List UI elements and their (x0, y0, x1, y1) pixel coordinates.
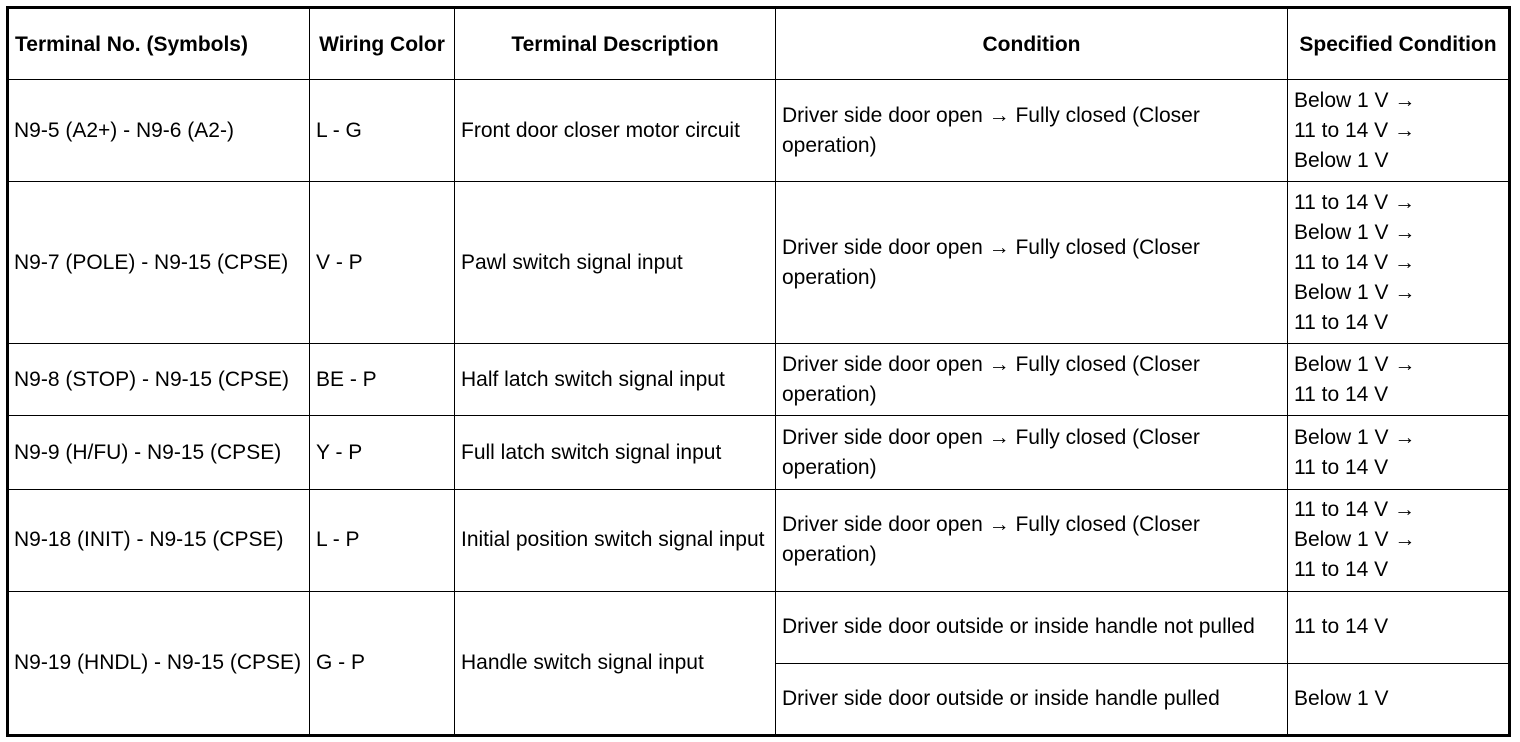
header-wiring-color: Wiring Color (310, 8, 455, 80)
table-row (8, 489, 1510, 591)
specified-cell (1288, 182, 1510, 344)
wiring-color-cell: G - P (310, 591, 455, 735)
terminal-cell: N9-18 (INIT) - N9-15 (CPSE) (8, 489, 310, 591)
specified-cell (1288, 591, 1510, 663)
wiring-color-cell: BE - P (310, 344, 455, 416)
terminal-cell: N9-7 (POLE) - N9-15 (CPSE) (8, 182, 310, 344)
wiring-color-cell: L - P (310, 489, 455, 591)
condition-cell: Driver side door open → Fully closed (Closer operation) (776, 416, 1288, 489)
condition-cell: Driver side door open → Fully closed (Closer operation) (776, 182, 1288, 344)
specified-cell (1288, 80, 1510, 182)
condition-cell: Driver side door outside or inside handle pulled (776, 663, 1288, 735)
specified-value: 11 to 14 V → Below 1 V → 11 to 14 V (1294, 498, 1416, 582)
specified-cell (1288, 416, 1510, 489)
description-cell: Handle switch signal input (455, 591, 776, 735)
wiring-color-cell: V - P (310, 182, 455, 344)
header-description: Terminal Description (455, 8, 776, 80)
specified-value: Below 1 V → 11 to 14 V → Below 1 V (1294, 88, 1416, 172)
specified-value: 11 to 14 V (1294, 615, 1389, 639)
specified-value: Below 1 V (1294, 686, 1389, 710)
specified-value: Below 1 V → 11 to 14 V (1294, 352, 1416, 406)
header-terminal: Terminal No. (Symbols) (8, 8, 310, 80)
table-row (8, 416, 1510, 489)
condition-cell: Driver side door open → Fully closed (Closer operation) (776, 489, 1288, 591)
specified-cell (1288, 663, 1510, 735)
description-cell: Full latch switch signal input (455, 416, 776, 489)
specified-cell (1288, 489, 1510, 591)
description-cell: Pawl switch signal input (455, 182, 776, 344)
table-row (8, 80, 1510, 182)
wiring-color-cell: Y - P (310, 416, 455, 489)
header-specified-condition: Specified Condition (1288, 8, 1510, 80)
table-row (8, 591, 1510, 663)
description-cell: Initial position switch signal input (455, 489, 776, 591)
table-row (8, 344, 1510, 416)
wiring-color-cell: L - G (310, 80, 455, 182)
terminal-cell: N9-9 (H/FU) - N9-15 (CPSE) (8, 416, 310, 489)
specified-value: 11 to 14 V → Below 1 V → 11 to 14 V → Below 1 V → 11 to 14 V (1294, 190, 1416, 334)
description-cell: Front door closer motor circuit (455, 80, 776, 182)
condition-cell: Driver side door outside or inside handle not pulled (776, 591, 1288, 663)
header-condition: Condition (776, 8, 1288, 80)
terminal-cell: N9-8 (STOP) - N9-15 (CPSE) (8, 344, 310, 416)
specified-value: Below 1 V → 11 to 14 V (1294, 425, 1416, 479)
table-row (8, 182, 1510, 344)
description-cell: Half latch switch signal input (455, 344, 776, 416)
terminal-spec-table (6, 6, 1511, 737)
header-row (8, 8, 1510, 80)
condition-cell: Driver side door open → Fully closed (Closer operation) (776, 80, 1288, 182)
specified-cell (1288, 344, 1510, 416)
terminal-cell: N9-19 (HNDL) - N9-15 (CPSE) (8, 591, 310, 735)
terminal-cell: N9-5 (A2+) - N9-6 (A2-) (8, 80, 310, 182)
condition-cell: Driver side door open → Fully closed (Closer operation) (776, 344, 1288, 416)
